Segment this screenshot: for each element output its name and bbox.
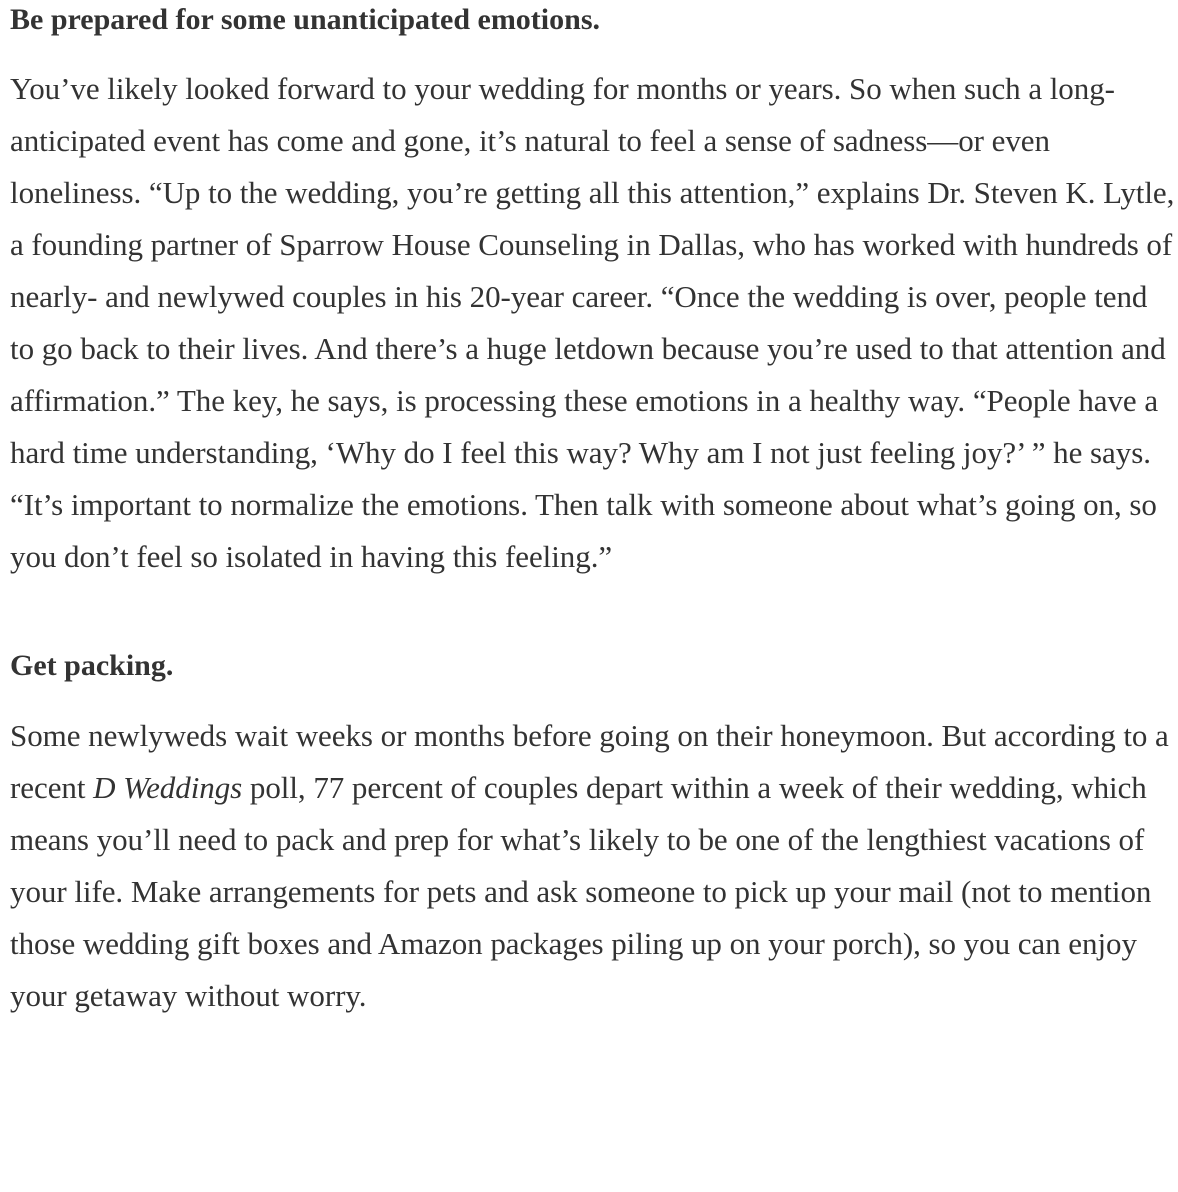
paragraph-packing [10,710,1178,1022]
section-heading-emotions: Be prepared for some unanticipated emotions. [10,3,600,36]
paragraph-packing-text-start: Some newlyweds wait weeks or months before going on their honeymoon. But according to a recent [10,718,1169,805]
publication-name: D Weddings [93,770,243,805]
article-body [10,0,1178,1022]
section-heading-packing: Get packing. [10,649,174,682]
paragraph-packing-text-end: poll, 77 percent of couples depart within a week of their wedding, which means you’ll need to pack and prep for what’s likely to be one of the lengthiest vacations of your life. Make arrangements for pets and ask someone to pick up your mail (not to mention those wedding gift boxes and Amazon packages piling up on your porch), so you can enjoy your getaway without worry. [10,770,1152,1013]
paragraph-emotions: You’ve likely looked forward to your wedding for months or years. So when such a long-anticipated event has come and gone, it’s natural to feel a sense of sadness—or even loneliness. “Up to the wedding, you’re getting all this attention,” explains Dr. Steven K. Lytle, a founding partner of Sparrow House Counseling in Dallas, who has worked with hundreds of nearly- and newlywed couples in his 20-year career. “Once the wedding is over, people tend to go back to their lives. And there’s a huge letdown because you’re used to that attention and affirmation.” The key, he says, is processing these emotions in a healthy way. “People have a hard time understanding, ‘Why do I feel this way? Why am I not just feeling joy?’ ” he says. “It’s important to normalize the emotions. Then talk with someone about what’s going on, so you don’t feel so isolated in having this feeling.” [10,71,1175,574]
